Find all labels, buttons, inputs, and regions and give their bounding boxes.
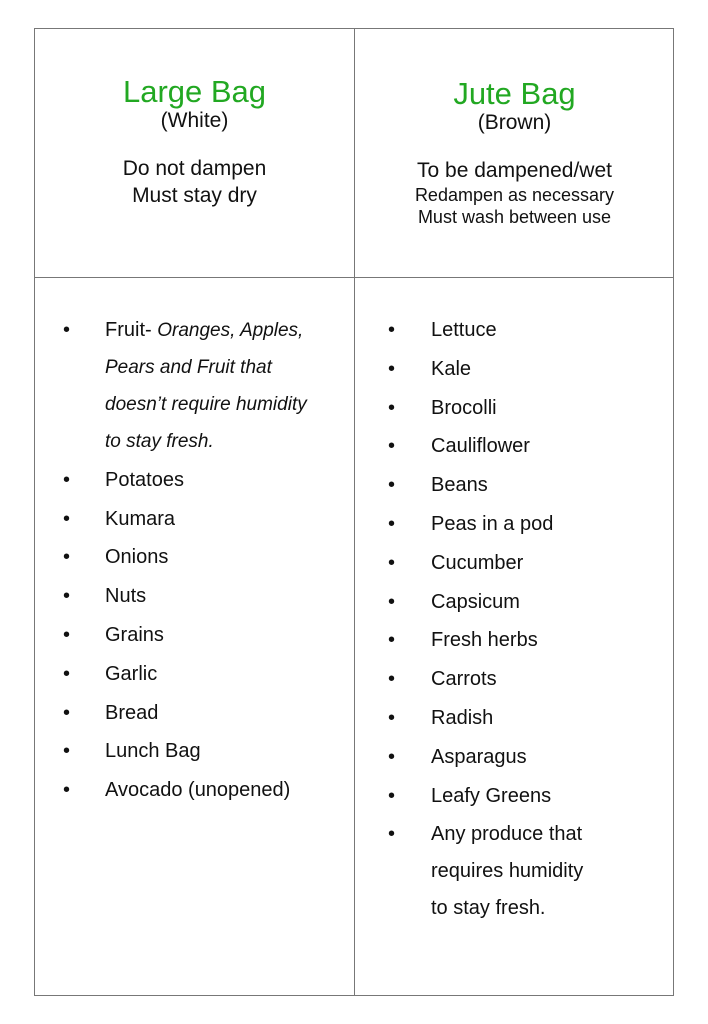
item-label: Lunch Bag — [105, 740, 201, 763]
item-label: Leafy Greens — [431, 784, 552, 807]
item-label: Garlic — [105, 662, 158, 685]
item-detail: doesn’t require humidity — [105, 394, 307, 415]
list-item — [35, 501, 354, 538]
list-item — [359, 816, 675, 927]
item-label: Peas in a pod — [431, 512, 554, 535]
item-label: Brocolli — [431, 396, 497, 419]
bullet: • — [388, 745, 396, 768]
large-bag-header — [35, 29, 354, 277]
list-item — [359, 661, 675, 698]
list-item — [359, 584, 675, 621]
item-label: Any produce that — [431, 823, 583, 846]
large-bag-title: Large Bag — [122, 74, 267, 109]
bullet: • — [63, 468, 71, 491]
item-label: Cucumber — [431, 551, 524, 574]
large-bag-item-list — [35, 312, 354, 811]
list-item — [359, 622, 675, 659]
item-label: Carrots — [431, 668, 497, 691]
bullet: • — [388, 668, 396, 691]
jute-bag-subtitle: (Brown) — [477, 111, 552, 134]
jute-bag-instruction-main: To be dampened/wet — [417, 159, 612, 182]
bullet: • — [63, 507, 71, 530]
list-item — [359, 351, 675, 388]
list-item — [35, 695, 354, 732]
bullet: • — [63, 623, 71, 646]
list-item — [35, 772, 354, 809]
bullet: • — [388, 319, 396, 341]
bullet: • — [388, 590, 396, 613]
item-label: Onions — [105, 546, 169, 569]
list-item — [359, 739, 675, 776]
bullet: • — [63, 662, 71, 685]
item-label: Radish — [431, 706, 494, 729]
header-divider — [35, 277, 673, 278]
bullet: • — [388, 357, 396, 380]
list-item — [35, 617, 354, 654]
list-item — [359, 545, 675, 582]
bag-guide-table — [34, 28, 674, 996]
item-label: Bread — [105, 701, 159, 724]
bullet: • — [388, 551, 396, 574]
large-bag-subtitle: (White) — [160, 109, 229, 132]
list-item — [35, 578, 354, 615]
item-label: Fresh herbs — [431, 629, 538, 652]
jute-bag-instruction-2: Redampen as necessary — [414, 185, 615, 205]
list-item — [359, 778, 675, 815]
bullet: • — [388, 629, 396, 652]
item-label: to stay fresh. — [431, 897, 546, 920]
large-bag-instruction-1: Do not dampen — [122, 157, 267, 180]
list-item — [359, 390, 675, 427]
bullet: • — [63, 319, 71, 341]
item-label: Avocado (unopened) — [105, 779, 291, 802]
large-bag-instruction-2: Must stay dry — [132, 184, 257, 207]
bullet: • — [388, 512, 396, 535]
item-label: Fruit- — [105, 319, 152, 341]
list-item — [35, 312, 354, 460]
jute-bag-header — [355, 29, 674, 277]
bullet: • — [388, 706, 396, 729]
bullet: • — [63, 546, 71, 569]
list-item — [35, 733, 354, 770]
item-label: Potatoes — [105, 468, 184, 491]
item-label: Lettuce — [431, 319, 497, 341]
item-label: Beans — [431, 474, 488, 497]
bullet: • — [63, 740, 71, 763]
jute-bag-instruction-3: Must wash between use — [417, 207, 612, 227]
item-label: Kumara — [105, 507, 176, 530]
item-label: Kale — [431, 357, 472, 380]
list-item — [359, 312, 675, 349]
item-label: Cauliflower — [431, 435, 530, 458]
list-item — [359, 506, 675, 543]
jute-bag-item-list — [359, 312, 675, 929]
item-label: Nuts — [105, 585, 147, 608]
bullet: • — [388, 474, 396, 497]
bullet: • — [388, 396, 396, 419]
item-detail: to stay fresh. — [105, 431, 214, 452]
list-item — [35, 656, 354, 693]
item-label: Asparagus — [431, 745, 527, 768]
list-item — [359, 467, 675, 504]
bullet: • — [63, 701, 71, 724]
item-detail: Oranges, Apples, — [157, 320, 304, 341]
item-label: requires humidity — [431, 860, 584, 883]
item-label: Grains — [105, 623, 164, 646]
list-item — [35, 539, 354, 576]
item-detail: Pears and Fruit that — [105, 357, 272, 378]
bullet: • — [388, 784, 396, 807]
bullet: • — [63, 779, 71, 802]
bullet: • — [388, 435, 396, 458]
list-item — [359, 428, 675, 465]
jute-bag-title: Jute Bag — [453, 76, 576, 111]
item-label: Capsicum — [431, 590, 520, 613]
bullet: • — [63, 585, 71, 608]
list-item — [359, 700, 675, 737]
list-item — [35, 462, 354, 499]
bullet: • — [388, 823, 396, 846]
